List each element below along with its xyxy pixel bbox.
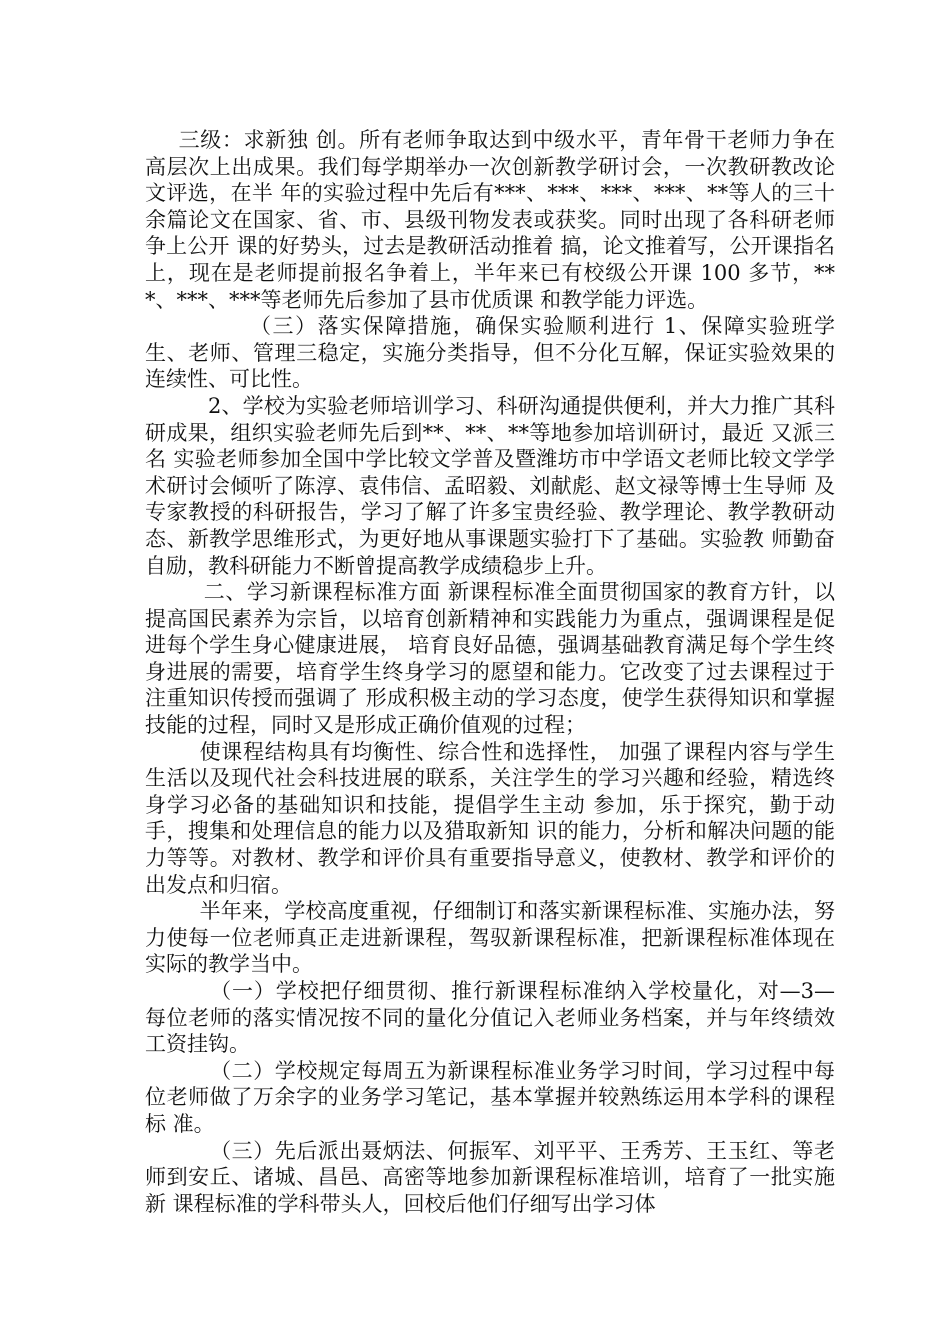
paragraph-level-three: 三级：求新独 创。所有老师争取达到中级水平，青年骨干老师力争在高层次上出成果。我们每学期举办一次创新教学研讨会，一次教研教改论文评选，在半 年的实验过程中先后有***、***、***、***、**等人的三十余篇论文在国家、省、市、县级刊物发表或获奖。同时出现了各科研老师争上公开 课的好势头，过去是教研活动推着 搞，论文推着写，公开课指名上，现在是老师提前报名争着上，半年来已有校级公开课 100 多节，***、***、***等老师先后参加了县市优质课 和教学能力评选。 [145,128,835,312]
paragraph-item-two: （二）学校规定每周五为新课程标准业务学习时间，学习过程中每位老师做了万余字的业务学习笔记，基本掌握并较熟练运用本学科的课程标 准。 [145,1058,835,1136]
paragraph-item-one: （一）学校把仔细贯彻、推行新课程标准纳入学校量化，对—3— 每位老师的落实情况按不同的量化分值记入老师业务档案，并与年终绩效工资挂钩。 [145,979,835,1057]
paragraph-curriculum-standards: 二、学习新课程标准方面 新课程标准全面贯彻国家的教育方针，以提高国民素养为宗旨，以培育创新精神和实践能力为重点，强调课程是促进每个学生身心健康进展， 培育良好品德，强调基础教育满足每个学生终身进展的需要，培育学生终身学习的愿望和能力。它改变了过去课程过于注重知识传授而强调了 形成积极主动的学习态度，使学生获得知识和掌握技能的过程，同时又是形成正确价值观的过程； [145,580,835,738]
paragraph-teacher-training: 2、学校为实验老师培训学习、科研沟通提供便利，并大力推广其科研成果，组织实验老师先后到**、**、**等地参加培训研讨，最近 又派三名 实验老师参加全国中学比较文学普及暨潍坊市中学语文老师比较文学学术研讨会倾听了陈淳、袁伟信、孟昭毅、刘献彪、赵文禄等博士生导师 及专家教授的科研报告，学习了解了许多宝贵经验、教学理论、教学教研动态、新教学思维形式，为更好地从事课题实验打下了基础。实验教 师勤奋自励，教科研能力不断曾提高教学成绩稳步上升。 [145,393,835,578]
paragraph-half-year: 半年来，学校高度重视，仔细制订和落实新课程标准、实施办法，努力使每一位老师真正走进新课程，驾驭新课程标准，把新课程标准体现在 实际的教学当中。 [145,899,835,977]
paragraph-safeguard-measures: （三）落实保障措施，确保实验顺利进行 1、保障实验班学生、老师、管理三稳定，实施分类指导，但不分化互解，保证实验效果的连续性、可比性。 [145,314,835,392]
paragraph-curriculum-structure: 使课程结构具有均衡性、综合性和选择性， 加强了课程内容与学生生活以及现代社会科技进展的联系，关注学生的学习兴趣和经验，精选终身学习必备的基础知识和技能，提倡学生主动 参加，乐于探究，勤于动手，搜集和处理信息的能力以及猎取新知 识的能力，分析和解决问题的能力等等。对教材、教学和评价具有重要指导意义，使教材、教学和评价的出发点和归宿。 [145,739,835,897]
document-body [145,127,835,1217]
paragraph-item-three: （三）先后派出聂炳法、何振军、刘平平、王秀芳、王玉红、等老师到安丘、诸城、昌邑、高密等地参加新课程标准培训，培育了一批实施新 课程标准的学科带头人，回校后他们仔细写出学习体 [145,1138,835,1216]
